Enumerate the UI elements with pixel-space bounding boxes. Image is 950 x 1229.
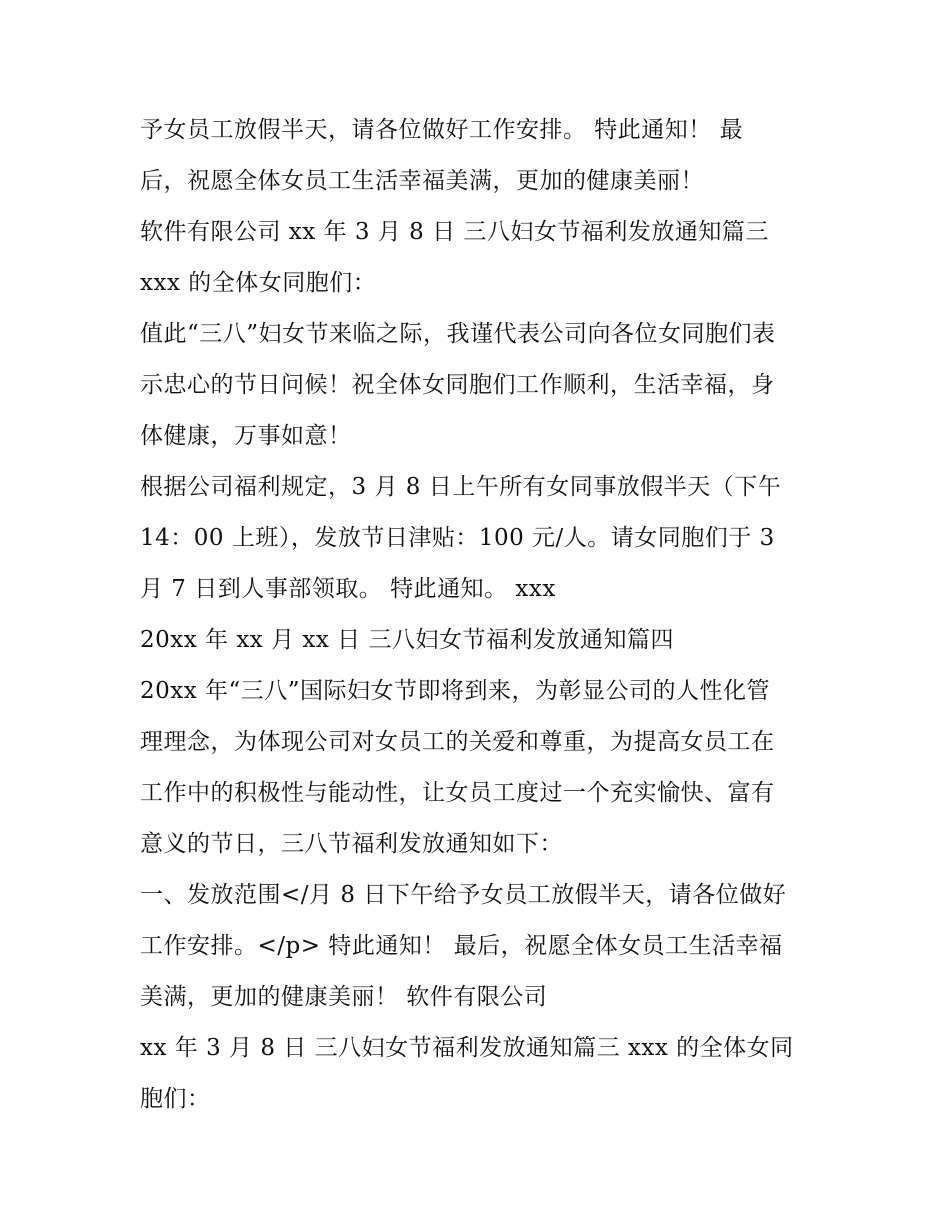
document-body (140, 105, 820, 1125)
text-line: 软件有限公司 xx 年 3 月 8 日 三八妇女节福利发放通知篇三 (140, 219, 769, 245)
text-line: 示忠心的节日问候！祝全体女同胞们工作顺利，生活幸福，身 (140, 372, 775, 398)
text-line: 予女员工放假半天，请各位做好工作安排。 特此通知！ 最 (140, 117, 744, 143)
text-line: 14：00 上班），发放节日津贴：100 元/人。请女同胞们于 3 (140, 525, 775, 551)
text-line: 20xx 年“三八”国际妇女节即将到来，为彰显公司的人性化管 (140, 678, 771, 704)
text-line: 一、发放范围</月 8 日下午给予女员工放假半天，请各位做好 (140, 882, 787, 908)
text-line: 理理念，为体现公司对女员工的关爱和尊重，为提高女员工在 (140, 729, 775, 755)
text-line: 美满，更加的健康美丽！ 软件有限公司 (140, 984, 548, 1010)
text-line: 体健康，万事如意！ (140, 423, 352, 449)
text-line: 工作安排。</p> 特此通知！ 最后，祝愿全体女员工生活幸福 (140, 933, 783, 959)
text-line: 值此“三八”妇女节来临之际，我谨代表公司向各位女同胞们表 (140, 321, 776, 347)
text-line: 后，祝愿全体女员工生活幸福美满，更加的健康美丽！ (140, 168, 704, 194)
text-line: xxx 的全体女同胞们： (140, 270, 377, 296)
text-line: 根据公司福利规定，3 月 8 日上午所有女同事放假半天（下午 (140, 474, 782, 500)
text-line: 胞们： (140, 1086, 211, 1112)
text-line: 意义的节日，三八节福利发放通知如下： (140, 831, 563, 857)
text-line: 月 7 日到人事部领取。 特此通知。 xxx (140, 576, 556, 602)
text-line: 20xx 年 xx 月 xx 日 三八妇女节福利发放通知篇四 (140, 627, 674, 653)
text-line: 工作中的积极性与能动性，让女员工度过一个充实愉快、富有 (140, 780, 775, 806)
text-line: xx 年 3 月 8 日 三八妇女节福利发放通知篇三 xxx 的全体女同 (140, 1035, 794, 1061)
